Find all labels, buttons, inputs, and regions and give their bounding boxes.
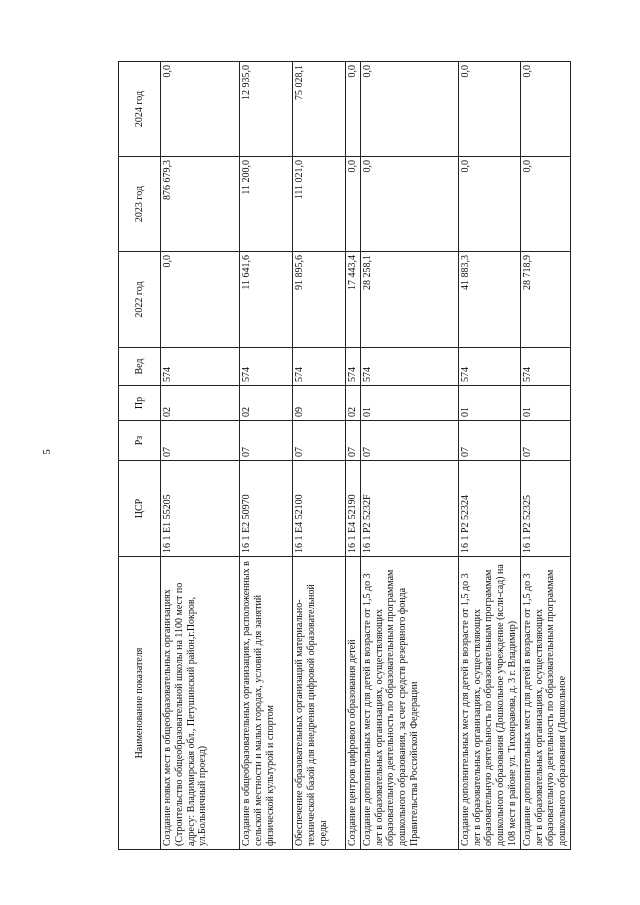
cell-csr: 16 1 E1 55205: [161, 461, 240, 557]
header-2022: 2022 год: [119, 252, 161, 348]
cell-name: Создание новых мест в общеобразовательных организациях (Строительство общеобразовательной школы на 1100 мест по адресу: Владимирская обл., Петушинский район,г.Покров, ул.Больничный проезд): [161, 557, 240, 850]
header-2023: 2023 год: [119, 157, 161, 252]
cell-2023: 0,0: [360, 157, 458, 252]
cell-ved: 574: [161, 348, 240, 386]
cell-2023: 0,0: [520, 157, 570, 252]
header-ved: Вед: [119, 348, 161, 386]
cell-2022: 11 641,6: [240, 252, 293, 348]
cell-rz: 07: [293, 421, 346, 461]
cell-rz: 07: [520, 421, 570, 461]
cell-2023: 0,0: [346, 157, 361, 252]
cell-2024: 12 935,0: [240, 62, 293, 157]
cell-rz: 07: [161, 421, 240, 461]
cell-name: Обеспечение образовательных организаций материально-технической базой для внедрения цифровой образовательной среды: [293, 557, 346, 850]
cell-rz: 07: [458, 421, 520, 461]
cell-ved: 574: [346, 348, 361, 386]
table-row: [520, 62, 570, 850]
header-2024: 2024 год: [119, 62, 161, 157]
cell-ved: 574: [360, 348, 458, 386]
cell-2022: 41 883,3: [458, 252, 520, 348]
cell-pr: 02: [346, 386, 361, 421]
cell-2022: 28 718,9: [520, 252, 570, 348]
cell-pr: 02: [161, 386, 240, 421]
cell-csr: 16 1 P2 5232F: [360, 461, 458, 557]
cell-ved: 574: [240, 348, 293, 386]
cell-2022: 28 258,1: [360, 252, 458, 348]
cell-name: Создание в общеобразовательных организациях, расположенных в сельской местности и малых городах, условий для занятий физической культурой и спортом: [240, 557, 293, 850]
cell-2024: 0,0: [161, 62, 240, 157]
cell-2024: 75 028,1: [293, 62, 346, 157]
cell-name: Создание дополнительных мест для детей в возрасте от 1,5 до 3 лет в образовательных организациях, осуществляющих образовательную деятельность по образовательным программам дошкольного образования (Дошкольное: [520, 557, 570, 850]
cell-csr: 16 1 P2 52325: [520, 461, 570, 557]
cell-name: Создание дополнительных мест для детей в возрасте от 1,5 до 3 лет в образовательных организациях, осуществляющих образовательную деятельность по образовательным программам дошкольного образования, за счет средств резервного фонда Правительства Российской Федерации: [360, 557, 458, 850]
cell-pr: 02: [240, 386, 293, 421]
header-csr: ЦСР: [119, 461, 161, 557]
page-number: 5: [40, 449, 53, 455]
cell-rz: 07: [360, 421, 458, 461]
cell-2024: 0,0: [346, 62, 361, 157]
cell-name: Создание дополнительных мест для детей в возрасте от 1,5 до 3 лет в образовательных организациях, осуществляющих образовательную деятельность по образовательным программам дошкольного образования (Дошкольное учреждение (ясли-сад) на 108 мест в районе ул. Тихонравова, д. 3 г. Владимир): [458, 557, 520, 850]
cell-ved: 574: [293, 348, 346, 386]
cell-ved: 574: [458, 348, 520, 386]
cell-2023: 111 021,0: [293, 157, 346, 252]
cell-2022: 0,0: [161, 252, 240, 348]
header-rz: Рз: [119, 421, 161, 461]
cell-csr: 16 1 E2 50970: [240, 461, 293, 557]
cell-pr: 01: [520, 386, 570, 421]
table-row: [293, 62, 346, 850]
cell-2024: 0,0: [520, 62, 570, 157]
cell-2023: 11 200,0: [240, 157, 293, 252]
header-name: Наименование показателя: [119, 557, 161, 850]
budget-table-rotated: [118, 62, 569, 850]
header-pr: Пр: [119, 386, 161, 421]
table-row: [360, 62, 458, 850]
cell-ved: 574: [520, 348, 570, 386]
budget-table: [118, 61, 571, 850]
cell-pr: 09: [293, 386, 346, 421]
cell-2024: 0,0: [458, 62, 520, 157]
cell-pr: 01: [360, 386, 458, 421]
cell-2022: 17 443,4: [346, 252, 361, 348]
cell-name: Создание центров цифрового образования детей: [346, 557, 361, 850]
table-row: [346, 62, 361, 850]
cell-pr: 01: [458, 386, 520, 421]
table-row: [458, 62, 520, 850]
table-header-row: [119, 62, 161, 850]
table-row: [240, 62, 293, 850]
cell-2023: 0,0: [458, 157, 520, 252]
table-row: [161, 62, 240, 850]
cell-2022: 91 895,6: [293, 252, 346, 348]
cell-csr: 16 1 E4 52190: [346, 461, 361, 557]
cell-rz: 07: [346, 421, 361, 461]
cell-2023: 876 679,3: [161, 157, 240, 252]
cell-2024: 0,0: [360, 62, 458, 157]
budget-table-container: [118, 62, 569, 850]
cell-csr: 16 1 E4 52100: [293, 461, 346, 557]
cell-csr: 16 1 P2 52324: [458, 461, 520, 557]
cell-rz: 07: [240, 421, 293, 461]
